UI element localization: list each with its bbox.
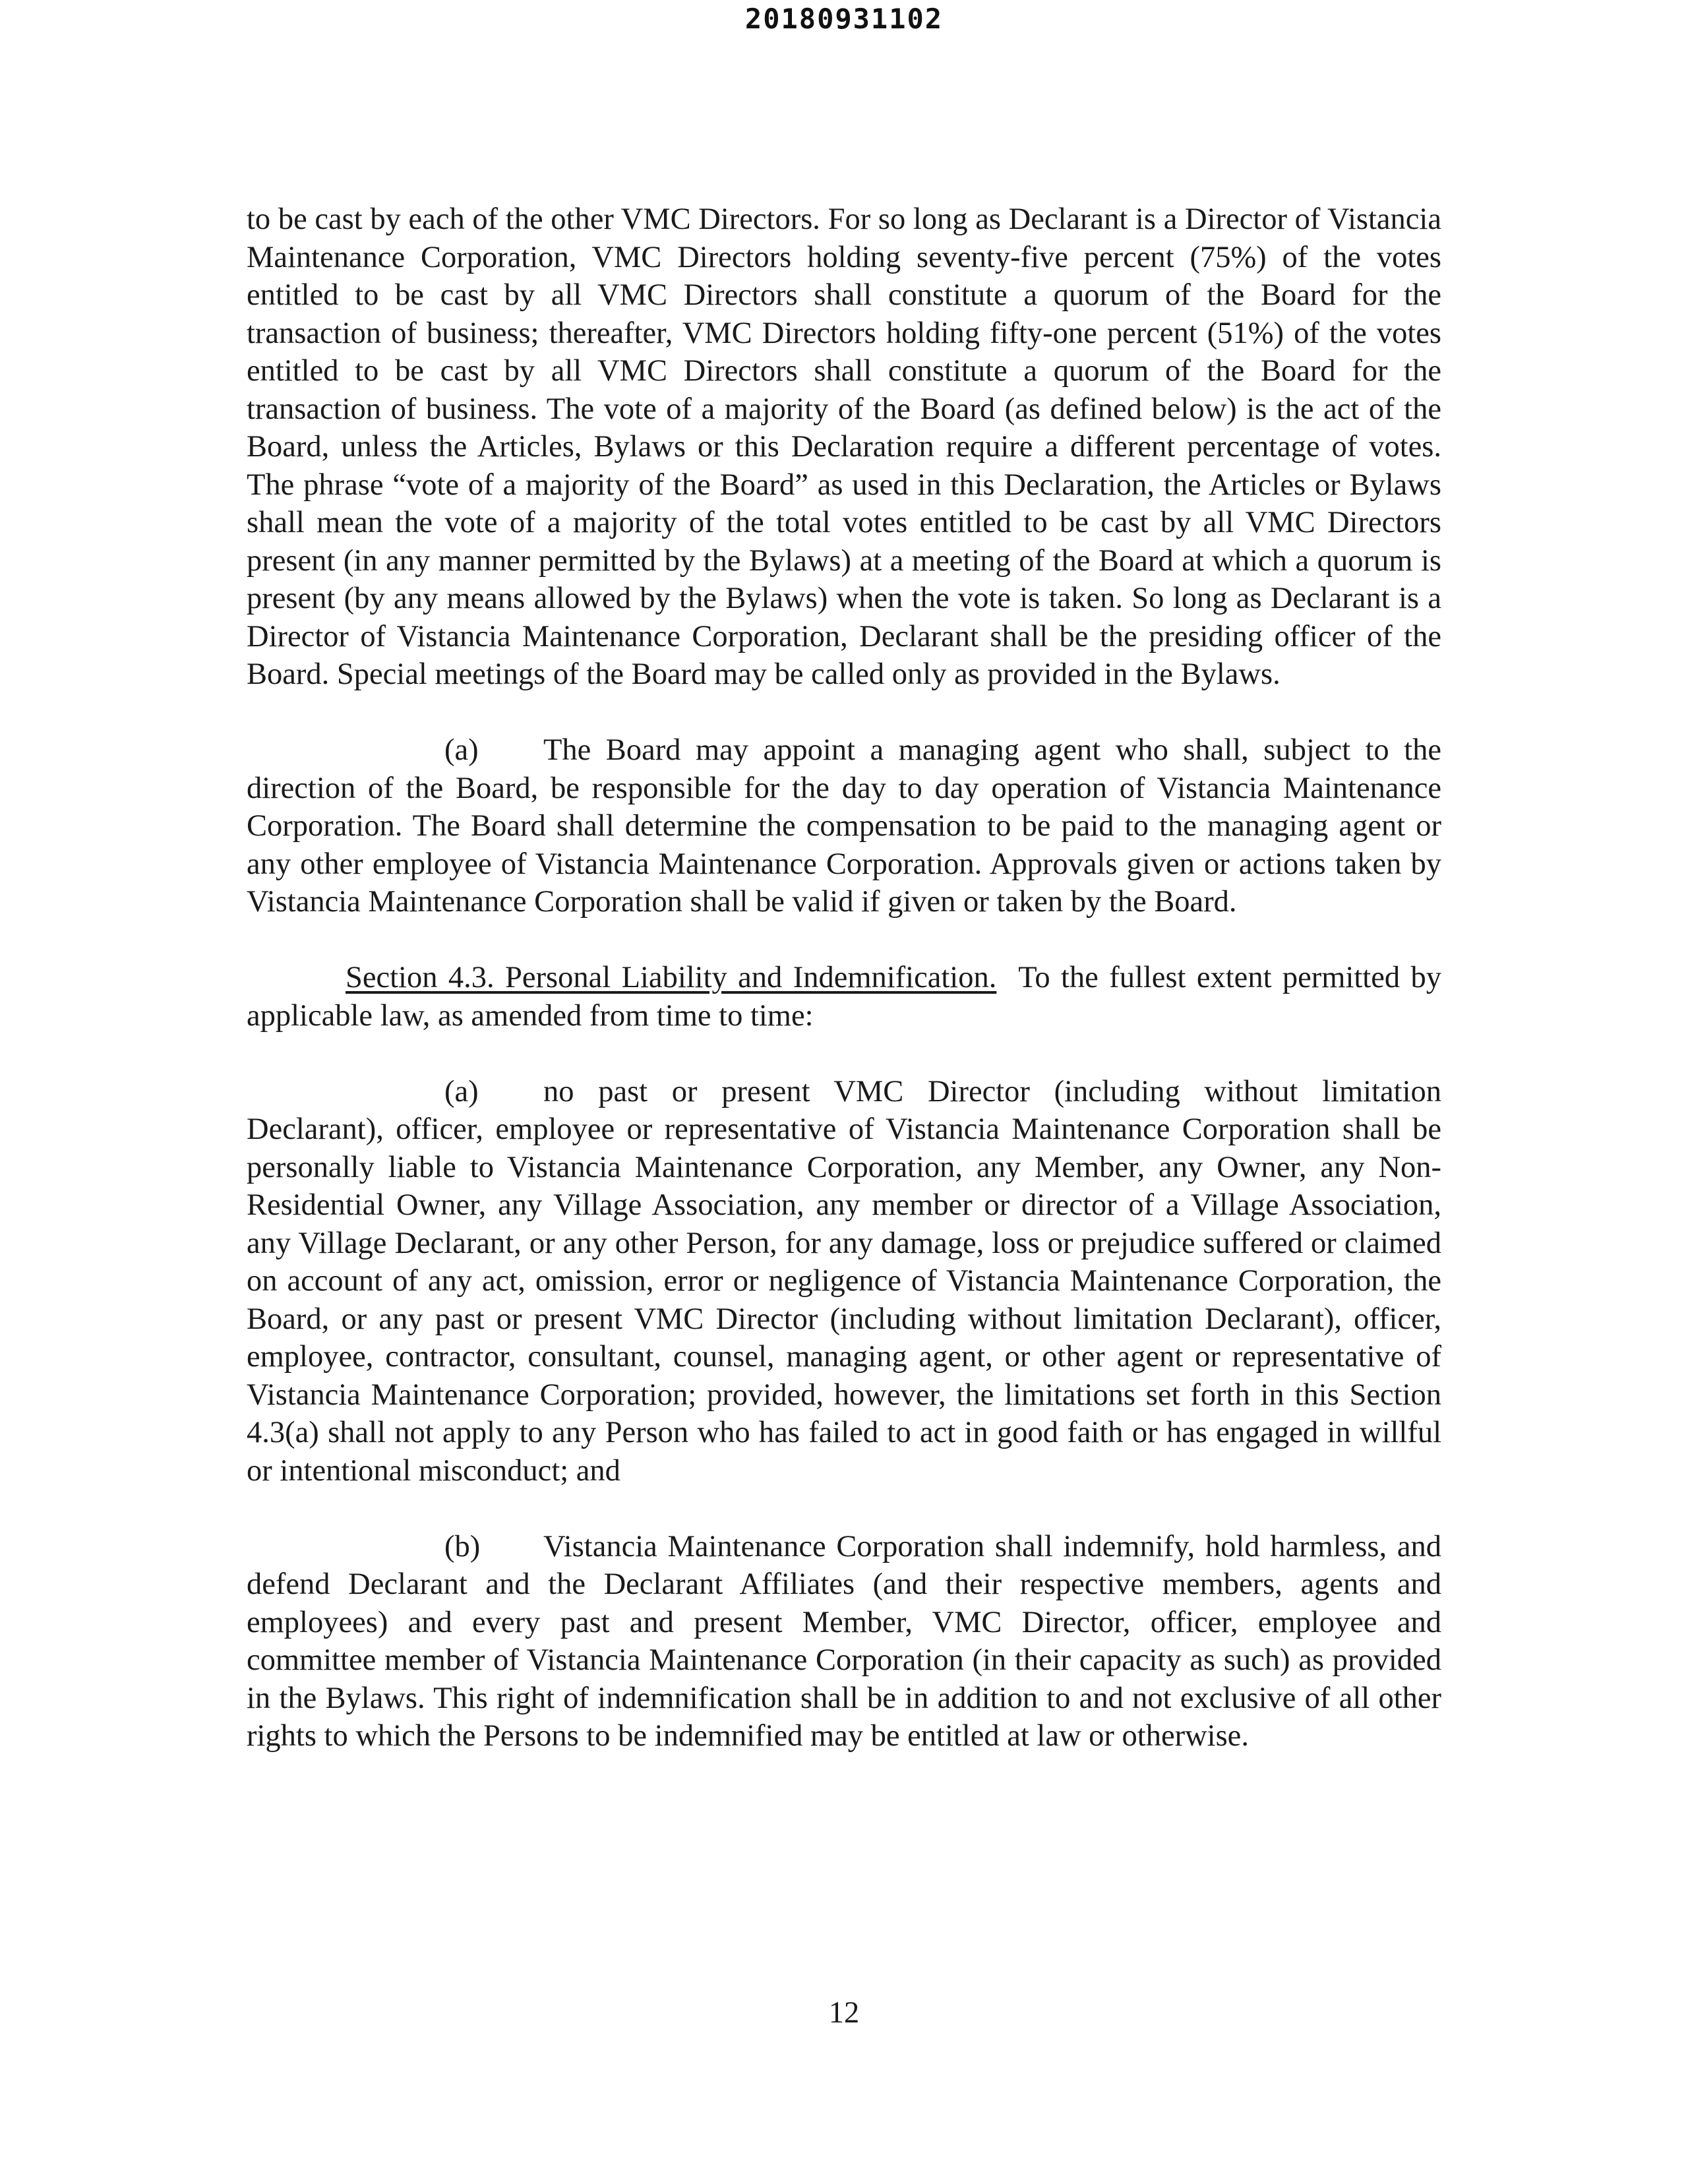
paragraph-liability [247,1073,1441,1490]
paragraph-managing-agent [247,731,1441,921]
section-intro-text: To the fullest extent permitted by applicable law, as amended from time to time: [247,961,1442,1033]
recording-number: 20180931102 [744,3,944,35]
subsection-text-4-3-b: Vistancia Maintenance Corporation shall indemnify, hold harmless, and defend Declarant and the Declarant Affiliates (and their respective members, agents and employees) and every past and present Member, VMC Director, officer, employee and committee member of Vistancia Maintenance Corporation (in their capacity as such) as provided in the Bylaws. This right of indemnification shall be in addition to and not exclusive of all other rights to which the Persons to be indemnified may be entitled at law or otherwise. [247,1529,1441,1753]
page-number: 12 [828,1996,860,2030]
subsection-text-4-3-a: no past or present VMC Director (including without limitation Declarant), officer, employee or representative of Vistancia Maintenance Corporation shall be personally liable to Vistancia Maintenance Corporation, any Member, any Owner, any Non-Residential Owner, any Village Association, any member or director of a Village Association, any Village Declarant, or any other Person, for any damage, loss or prejudice suffered or claimed on account of any act, omission, error or negligence of Vistancia Maintenance Corporation, the Board, or any past or present VMC Director (including without limitation Declarant), officer, employee, contractor, consultant, counsel, managing agent, or other agent or representative of Vistancia Maintenance Corporation; provided, however, the limitations set forth in this Section 4.3(a) shall not apply to any Person who has failed to act in good faith or has engaged in willful or intentional misconduct; and [247,1074,1441,1488]
paragraph-indemnification [247,1528,1441,1755]
subsection-label-4-3-a: (a) [444,1074,479,1108]
subsection-text-a: The Board may appoint a managing agent who shall, subject to the direction of the Board, be responsible for the day to day operation of Vistancia Maintenance Corporation. The Board shall determine the compensation to be paid to the managing agent or any other employee of Vistancia Maintenance Corporation. Approvals given or actions taken by Vistancia Maintenance Corporation shall be valid if given or taken by the Board. [247,733,1441,919]
paragraph-quorum: to be cast by each of the other VMC Directors. For so long as Declarant is a Director of Vistancia Maintenance Corporation, VMC Directors holding seventy-five percent (75%) of the votes entitled to be cast by all VMC Directors shall constitute a quorum of the Board for the transaction of business; thereafter, VMC Directors holding fifty-one percent (51%) of the votes entitled to be cast by all VMC Directors shall constitute a quorum of the Board for the transaction of business. The vote of a majority of the Board (as defined below) is the act of the Board, unless the Articles, Bylaws or this Declaration require a different percentage of votes. The phrase “vote of a majority of the Board” as used in this Declaration, the Articles or Bylaws shall mean the vote of a majority of the total votes entitled to be cast by all VMC Directors present (in any manner permitted by the Bylaws) at a meeting of the Board at which a quorum is present (by any means allowed by the Bylaws) when the vote is taken. So long as Declarant is a Director of Vistancia Maintenance Corporation, Declarant shall be the presiding officer of the Board. Special meetings of the Board may be called only as provided in the Bylaws. [247,202,1441,691]
subsection-label-4-3-b: (b) [444,1529,481,1563]
section-4-3 [247,959,1441,1035]
document-body [247,200,1441,1793]
subsection-label-a: (a) [444,733,479,767]
section-heading: Section 4.3. Personal Liability and Indemnification. [346,961,997,994]
